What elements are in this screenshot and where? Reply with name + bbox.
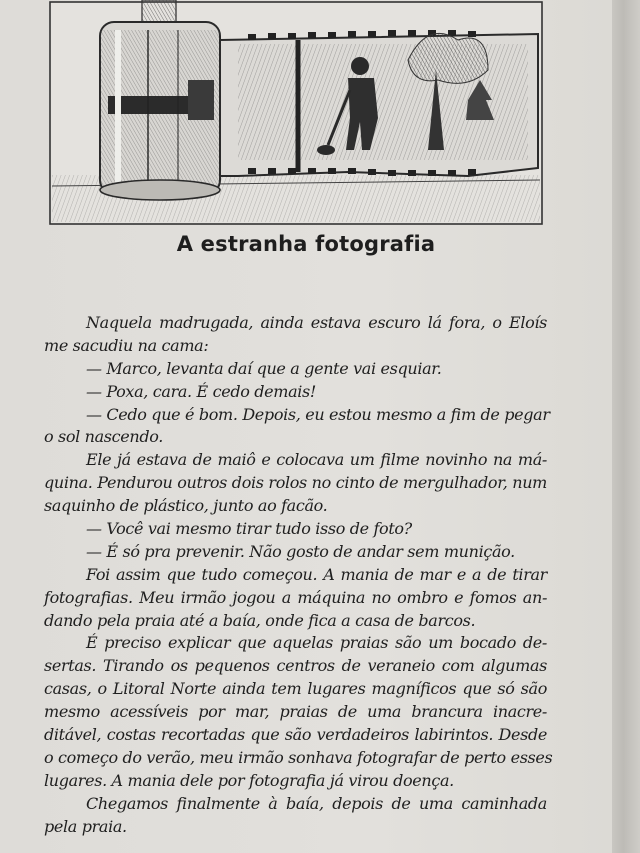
text-line: Ele já estava de maiô e colocava um filme novinho na má- — [86, 450, 547, 470]
page-edge — [612, 0, 640, 853]
text-line: Foi assim que tudo começou. A mania de mar e a de tirar — [86, 564, 547, 584]
text-line: saquinho de plástico, junto ao facão. — [44, 496, 328, 516]
text-line: mesmo acessíveis por mar, praias de uma brancura inacre- — [44, 702, 547, 722]
text-line: pela praia. — [44, 816, 127, 836]
text-line: fotografias. Meu irmão jogou a máquina no ombro e fomos an- — [44, 587, 547, 607]
text-line: — Marco, levanta daí que a gente vai esquiar. — [86, 358, 442, 378]
body-text — [44, 312, 553, 838]
text-line: É preciso explicar que aquelas praias são um bocado de- — [86, 633, 547, 653]
text-line: — É só pra prevenir. Não gosto de andar sem munição. — [86, 541, 515, 561]
text-line: Chegamos finalmente à baía, depois de uma caminhada — [86, 793, 547, 813]
text-line: — Poxa, cara. É cedo demais! — [86, 381, 316, 401]
text-line: — Você vai mesmo tirar tudo isso de foto? — [86, 519, 412, 539]
text-line: casas, o Litoral Norte ainda tem lugares magníficos que só são — [44, 679, 547, 699]
text-line: — Cedo que é bom. Depois, eu estou mesmo a fim de pegar — [86, 404, 550, 424]
text-line: quina. Pendurou outros dois rolos no cinto de mergulhador, num — [44, 473, 547, 493]
text-line: sertas. Tirando os pequenos centros de veraneio com algumas — [44, 656, 547, 676]
film-canister-illustration — [48, 0, 546, 228]
text-line: o começo do verão, meu irmão sonhava fotografar de perto esses — [44, 747, 553, 767]
text-line: ditável, costas recortadas que são verdadeiros labirintos. Desde — [44, 725, 547, 745]
text-line: me sacudiu na cama: — [44, 335, 209, 355]
text-line: lugares. A mania dele por fotografia já virou doença. — [44, 770, 454, 790]
text-line: Naquela madrugada, ainda estava escuro lá fora, o Eloís — [86, 313, 547, 332]
text-line: dando pela praia até a baía, onde fica a casa de barcos. — [44, 610, 476, 630]
chapter-title: A estranha fotografia — [176, 232, 436, 256]
text-line: o sol nascendo. — [44, 427, 163, 447]
